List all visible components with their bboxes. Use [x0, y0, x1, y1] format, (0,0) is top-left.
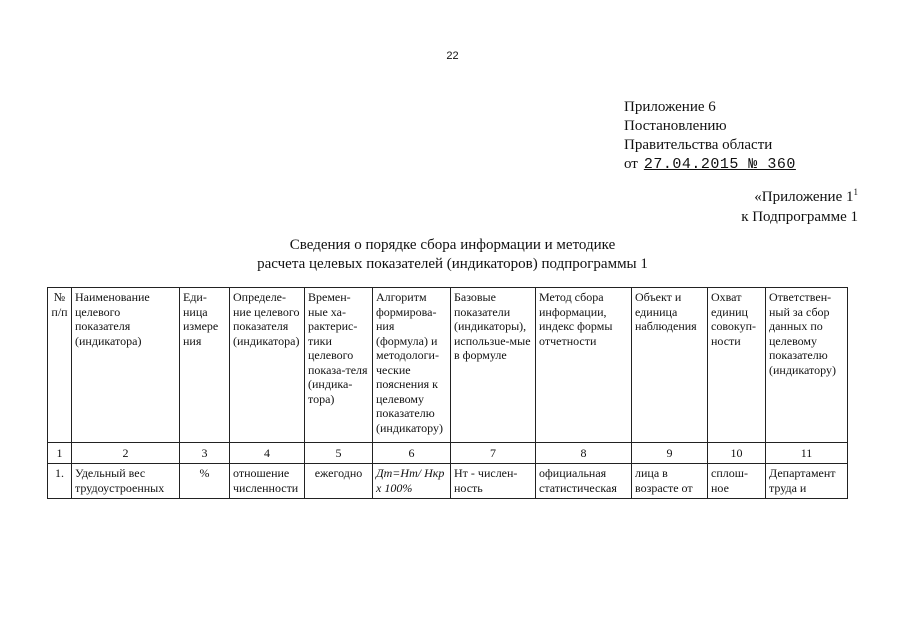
title-line-2: расчета целевых показателей (индикаторов) подпрограммы 1 — [257, 256, 648, 272]
indicators-table — [47, 287, 848, 499]
table-cell: Департамент труда и — [766, 464, 848, 499]
header-cell: Объект и единица наблюдения — [632, 288, 708, 443]
table-cell: 1. — [48, 464, 72, 499]
table-cell: Удельный вес трудоустроенных — [72, 464, 180, 499]
table-row — [48, 464, 848, 499]
table-header-row — [48, 288, 848, 443]
annex-line-1-sup: 1 — [853, 187, 858, 197]
approval-stamp — [624, 98, 796, 174]
annex-line-2: к Подпрограмме 1 — [741, 209, 858, 225]
approval-line-2: Постановлению — [624, 118, 727, 134]
header-cell: Ответствен-ный за сбор данных по целевому показателю (индикатору) — [766, 288, 848, 443]
table-column-numbers-row — [48, 443, 848, 464]
approval-date-line — [624, 155, 796, 174]
header-cell: Определе-ние целевого показателя (индикатора) — [230, 288, 305, 443]
column-number-cell: 3 — [180, 443, 230, 464]
header-cell: Базовые показатели (индикаторы), использue-мые в формуле — [451, 288, 536, 443]
column-number-cell: 6 — [373, 443, 451, 464]
header-cell: Метод сбора информации, индекс формы отчетности — [536, 288, 632, 443]
header-cell: Охват единиц совокуп-ности — [708, 288, 766, 443]
header-cell: № п/п — [48, 288, 72, 443]
title-line-1: Сведения о порядке сбора информации и методике — [289, 237, 616, 253]
header-cell: Времен-ные ха-рактерис-тики целевого показа-теля (индика-тора) — [305, 288, 373, 443]
table-cell-formula: Дт=Нт/ Нкр х 100% — [373, 464, 451, 499]
table-cell: официальная статистическая — [536, 464, 632, 499]
column-number-cell: 7 — [451, 443, 536, 464]
approval-date-prefix: от — [624, 156, 638, 172]
approval-date-value: 27.04.2015 № 360 — [643, 156, 796, 173]
column-number-cell: 11 — [766, 443, 848, 464]
column-number-cell: 10 — [708, 443, 766, 464]
table-cell: % — [180, 464, 230, 499]
page-number: 22 — [446, 50, 459, 62]
column-number-cell: 4 — [230, 443, 305, 464]
annex-line-1-text: «Приложение 1 — [754, 189, 854, 205]
table-cell: отношение численности — [230, 464, 305, 499]
approval-line-1: Приложение 6 — [624, 99, 716, 115]
column-number-cell: 1 — [48, 443, 72, 464]
table-cell: ежегодно — [305, 464, 373, 499]
table-cell: сплош-ное — [708, 464, 766, 499]
approval-line-3: Правительства области — [624, 137, 773, 153]
column-number-cell: 5 — [305, 443, 373, 464]
annex-reference — [741, 182, 858, 227]
column-number-cell: 9 — [632, 443, 708, 464]
header-cell: Еди-ница измере ния — [180, 288, 230, 443]
column-number-cell: 8 — [536, 443, 632, 464]
table-cell: лица в возрасте от — [632, 464, 708, 499]
column-number-cell: 2 — [72, 443, 180, 464]
document-title — [0, 236, 905, 274]
table-cell: Нт - числен-ность — [451, 464, 536, 499]
annex-line-1 — [741, 182, 858, 207]
header-cell: Алгоритм формирова-ния (формула) и методологи-ческие пояснения к целевому показателю (индикатору) — [373, 288, 451, 443]
header-cell: Наименование целевого показателя (индикатора) — [72, 288, 180, 443]
